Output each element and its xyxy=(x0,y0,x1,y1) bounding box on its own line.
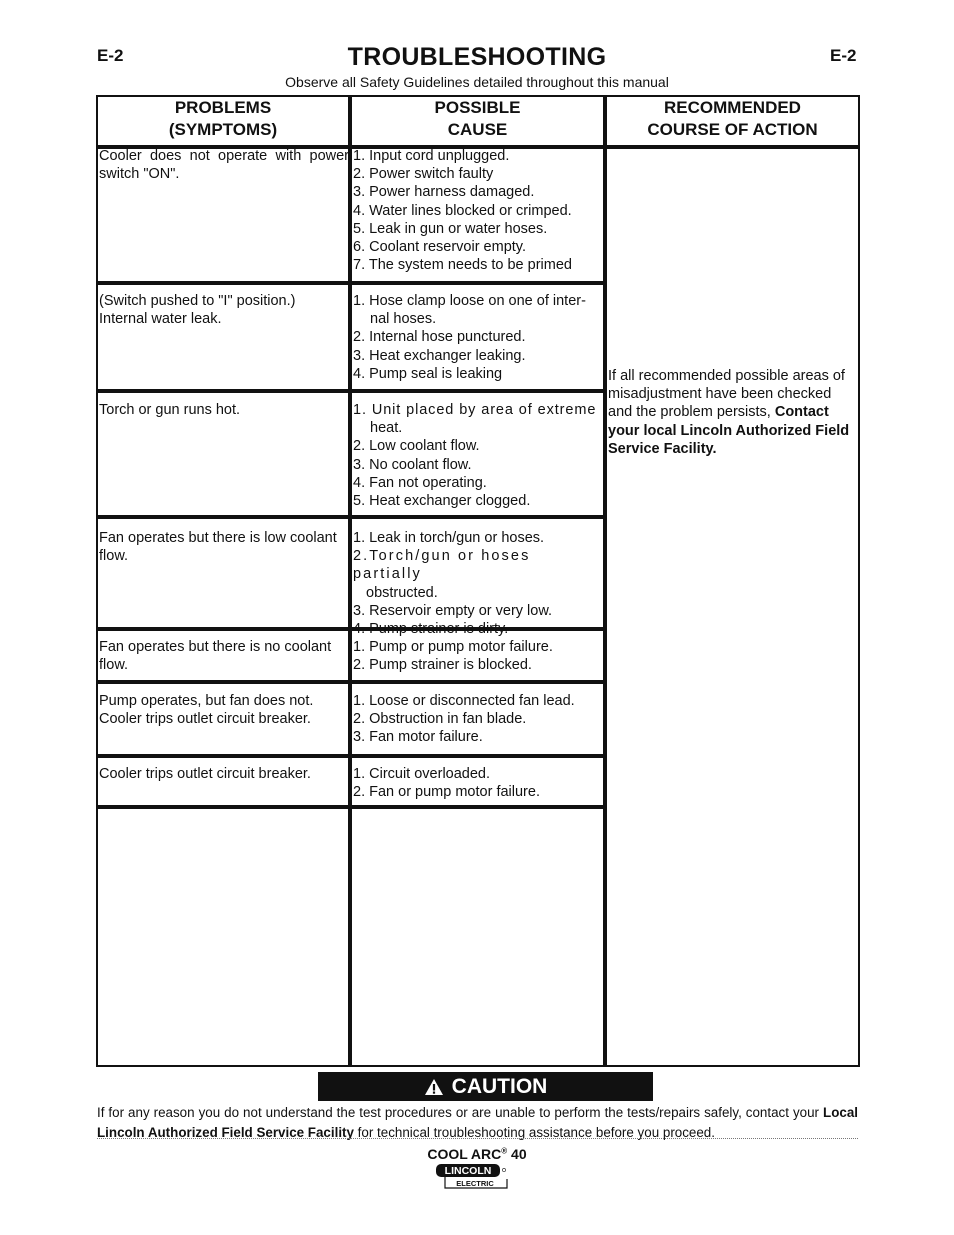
cause-item: 2. Fan or pump motor failure. xyxy=(353,784,540,801)
cause-item: 3. No coolant flow. xyxy=(353,456,472,473)
action-text: If all recommended possible areas of misadjustment have been checked and the problem persists, xyxy=(608,368,845,421)
header-cause-line2: CAUSE xyxy=(447,120,508,139)
empty-cause-cell xyxy=(350,807,605,1067)
cause-list xyxy=(353,147,604,274)
cause-item: 5. Heat exchanger clogged. xyxy=(353,493,531,510)
cause-item: 3. Fan motor failure. xyxy=(353,729,483,746)
problem-text: (Switch pushed to "I" position.) Internal water leak. xyxy=(99,293,296,328)
caution-note-text: If for any reason you do not understand the test procedures or are unable to perform the tests/repairs safely, contact your xyxy=(97,1105,824,1120)
cause-item-continued: nal hoses. xyxy=(370,311,437,328)
caution-note-text-end: for technical troubleshooting assistance before you proceed. xyxy=(353,1125,715,1140)
cause-list xyxy=(353,529,604,638)
cause-item: 1. Circuit overloaded. xyxy=(353,766,491,782)
problem-text: Torch or gun runs hot. xyxy=(99,402,241,418)
cause-item: 1. Unit placed by area of extreme xyxy=(353,402,597,418)
header-cause-line1: POSSIBLE xyxy=(434,98,521,117)
cause-item-continued: heat. xyxy=(370,420,403,437)
header-action-line1: RECOMMENDED xyxy=(664,98,801,117)
page-title: TROUBLESHOOTING xyxy=(347,43,607,71)
cause-item: 5. Leak in gun or water hoses. xyxy=(353,220,548,237)
cause-item: 3. Heat exchanger leaking. xyxy=(353,347,526,364)
cause-item: 1. Hose clamp loose on one of inter- xyxy=(353,293,586,309)
problem-text: Fan operates but there is no coolant flow. xyxy=(99,639,332,674)
registered-mark: ® xyxy=(501,1146,508,1156)
logo-bottom-text: ELECTRIC xyxy=(456,1178,494,1188)
warning-icon xyxy=(424,1078,444,1096)
cause-item: 4. Fan not operating. xyxy=(353,474,487,491)
cause-item-continued: obstructed. xyxy=(366,584,438,601)
safety-subtitle: Observe all Safety Guidelines detailed throughout this manual xyxy=(285,74,669,90)
product-model: 40 xyxy=(507,1146,527,1162)
cause-item: 1. Leak in torch/gun or hoses. xyxy=(353,530,545,546)
caution-note-facility: Local Lincoln Authorized Field Service Facility xyxy=(97,1105,858,1140)
cause-item: 7. The system needs to be primed xyxy=(353,257,572,274)
cause-item: 1. Loose or disconnected fan lead. xyxy=(353,693,575,709)
cause-item: 4. Water lines blocked or crimped. xyxy=(353,202,572,219)
problem-text: Fan operates but there is low coolant flow. xyxy=(99,530,337,565)
cause-list xyxy=(353,638,604,674)
cause-item: 2. Obstruction in fan blade. xyxy=(353,711,527,728)
page-code-right: E-2 xyxy=(830,46,857,65)
header-problems-line2: (SYMPTOMS) xyxy=(168,120,278,139)
caution-banner xyxy=(318,1072,653,1101)
lincoln-electric-logo xyxy=(435,1163,509,1190)
problem-text: Cooler does not operate with power switch "ON". xyxy=(99,148,349,183)
cause-list xyxy=(353,401,604,510)
caution-note xyxy=(97,1103,858,1143)
page-code-left: E-2 xyxy=(97,46,124,65)
cause-list xyxy=(353,692,604,747)
cause-item: 6. Coolant reservoir empty. xyxy=(353,239,526,256)
header-action xyxy=(605,95,860,147)
cause-item: 4. Pump seal is leaking xyxy=(353,365,503,382)
problem-text: Cooler trips outlet circuit breaker. xyxy=(99,766,311,782)
logo-top-text: LINCOLN xyxy=(444,1165,492,1177)
product-name xyxy=(0,1146,954,1162)
cause-item: 2. Pump strainer is blocked. xyxy=(353,657,532,674)
cause-list xyxy=(353,292,604,383)
cause-item: 2. Power switch faulty xyxy=(353,166,494,183)
cause-item: 1. Input cord unplugged. xyxy=(353,148,510,164)
footer-divider xyxy=(97,1138,858,1139)
empty-problem-cell xyxy=(96,807,350,1067)
cause-item: 1. Pump or pump motor failure. xyxy=(353,639,553,655)
action-contact-text: Contact your local Lincoln Authorized Field Service Facility. xyxy=(608,404,850,457)
cause-list xyxy=(353,765,604,801)
cause-item: 2. Low coolant flow. xyxy=(353,438,480,455)
cause-item: 3. Power harness damaged. xyxy=(353,184,535,201)
header-cause xyxy=(350,95,605,147)
cause-item: 2. Internal hose punctured. xyxy=(353,329,526,346)
problem-text: Pump operates, but fan does not. Cooler trips outlet circuit breaker. xyxy=(99,693,314,728)
cause-item: 2.Torch/gun or hoses partially xyxy=(353,548,531,583)
product-brand: COOL ARC xyxy=(427,1146,502,1162)
recommended-action xyxy=(608,367,858,458)
cause-item: 3. Reservoir empty or very low. xyxy=(353,602,553,619)
action-cell xyxy=(605,147,860,1067)
header-problems xyxy=(96,95,350,147)
caution-label: CAUTION xyxy=(451,1075,548,1098)
header-problems-line1: PROBLEMS xyxy=(174,98,272,117)
cause-item: 4. Pump strainer is dirty. xyxy=(353,621,509,638)
header-action-line2: COURSE OF ACTION xyxy=(647,120,818,139)
